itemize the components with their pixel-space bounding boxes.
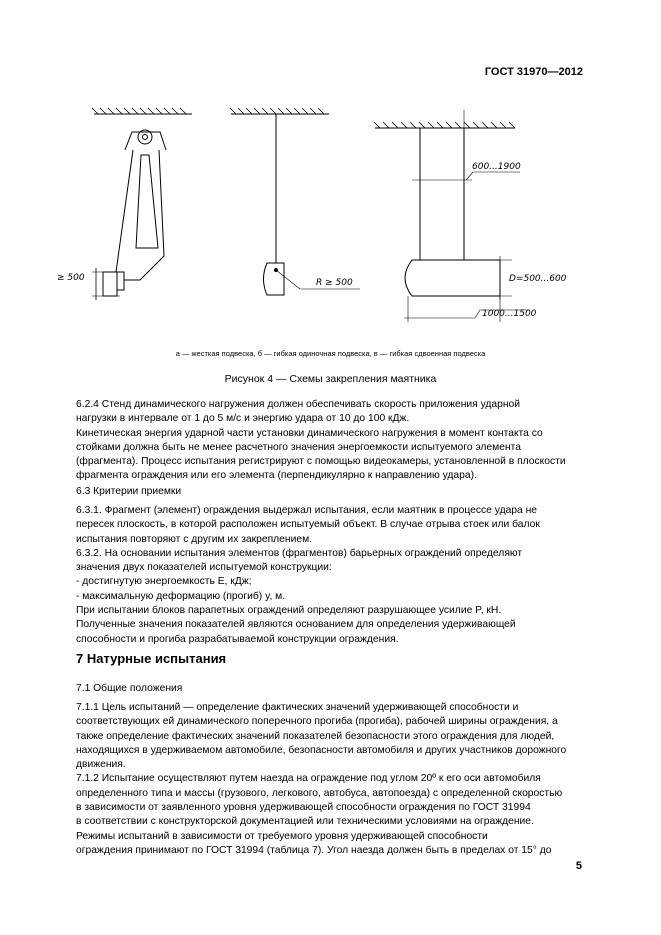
page-number: 5 xyxy=(575,860,582,872)
paragraph-line: способности и прогиба разрабатываемой конструкции ограждения. xyxy=(76,633,399,645)
figure-legend: а — жесткая подвеска, б — гибкая одиночная подвеска, в — гибкая сдвоенная подвеска xyxy=(175,349,486,358)
scheme-flexible-single xyxy=(230,108,360,295)
scheme-rigid-suspension xyxy=(92,108,192,300)
paragraph-line: 6.2.4 Стенд динамического нагружения должен обеспечивать скорость приложения ударной xyxy=(76,399,521,410)
heading-6-3: 6.3 Критерии приемки xyxy=(76,486,182,497)
paragraph-line: Режимы испытаний в зависимости от требуемого уровня удерживающей способности xyxy=(76,830,488,842)
paragraph-line: При испытании блоков парапетных ограждений определяют разрушающее усилие P, кН. xyxy=(76,605,502,617)
paragraph-line: Кинетическая энергия ударной части установки динамического нагружения в момент контакта со xyxy=(76,427,543,439)
paragraph-line: 7.1.2 Испытание осуществляют путем наезда на ограждение под углом 20º к его оси автомобиля xyxy=(76,773,541,785)
paragraph-line: пересек плоскость, в которой расположен испытуемый объект. В случае отрыва стоек или балок xyxy=(76,519,540,531)
pendulum-schemes-figure xyxy=(0,0,661,345)
paragraph-line: находящихся в удерживаемом автомобиле, безопасности автомобиля и других участников дорожного xyxy=(76,744,567,756)
paragraph-line: также определение фактических значений показателей безопасности этого ограждения для людей, xyxy=(76,730,555,742)
list-item: - максимальную деформацию (прогиб) y, м. xyxy=(76,590,286,602)
paragraph-line: в соответствии с конструкторской документацией или техническими условиями на ограждение. xyxy=(76,816,534,828)
list-item: - достигнутую энергоемкость E, кДж; xyxy=(76,576,252,588)
dim-label-b: R ≥ 500 xyxy=(316,278,353,288)
paragraph-line: соответствующих ей динамического поперечного прогиба (прогиба), рабочей ширины ограждения, а xyxy=(76,716,558,728)
document-header: ГОСТ 31970—2012 xyxy=(484,66,583,78)
paragraph-line: ограждения принимают по ГОСТ 31994 (таблица 7). Угол наезда должен быть в пределах от 15° до xyxy=(76,844,552,856)
paragraph-line: (фрагмента). Процесс испытания регистрируют с помощью видеокамеры, установленной в плоскости xyxy=(76,456,566,468)
paragraph-line: определенного типа и массы (грузового, легкового, автобуса, автопоезда) с определенной скоростью xyxy=(76,787,563,799)
paragraph-line: 7.1.1 Цель испытаний — определение фактических значений удерживающей способности и xyxy=(76,702,519,713)
dim-label-c-gap: 600...1900 xyxy=(472,162,521,172)
dim-label-a: ≥ 500 xyxy=(57,273,85,283)
paragraph-line: значения двух показателей испытуемой конструкции: xyxy=(76,562,332,574)
section-6-2-4 xyxy=(76,398,582,484)
dim-label-c-diameter: D=500...600 xyxy=(509,274,567,284)
paragraph-line: движения. xyxy=(76,759,126,771)
paragraph-line: в зависимости от заявленного уровня удерживающей способности ограждения по ГОСТ 31994 xyxy=(76,802,531,814)
paragraph-line: Полученные значения показателей являются основанием для определения удерживающей xyxy=(76,619,516,631)
paragraph-line: испытания повторяют с другим их закреплением. xyxy=(76,533,313,545)
paragraph-line: фрагмента ограждения или его элемента (перпендикулярно к направлению удара). xyxy=(76,470,477,482)
paragraph-line: стойками должна быть не менее расчетного значения энергоемкости испытуемого элемента xyxy=(76,441,521,453)
section-6-3 xyxy=(76,504,582,647)
figure-title: Рисунок 4 — Схемы закрепления маятника xyxy=(224,373,437,385)
section-7-1 xyxy=(76,701,582,858)
dim-label-c-length: 1000...1500 xyxy=(482,309,537,319)
heading-section-7: 7 Натурные испытания xyxy=(76,651,227,666)
scheme-flexible-double xyxy=(374,110,530,322)
heading-7-1: 7.1 Общие положения xyxy=(76,683,183,694)
paragraph-line: 6.3.1. Фрагмент (элемент) ограждения выдержал испытания, если маятник в процессе удара не xyxy=(76,505,538,516)
paragraph-line: 6.3.2. На основании испытания элементов (фрагментов) барьерных ограждений определяют xyxy=(76,547,523,559)
paragraph-line: нагрузки в интервале от 1 до 5 м/с и энергию удара от 10 до 100 кДж. xyxy=(76,413,410,425)
